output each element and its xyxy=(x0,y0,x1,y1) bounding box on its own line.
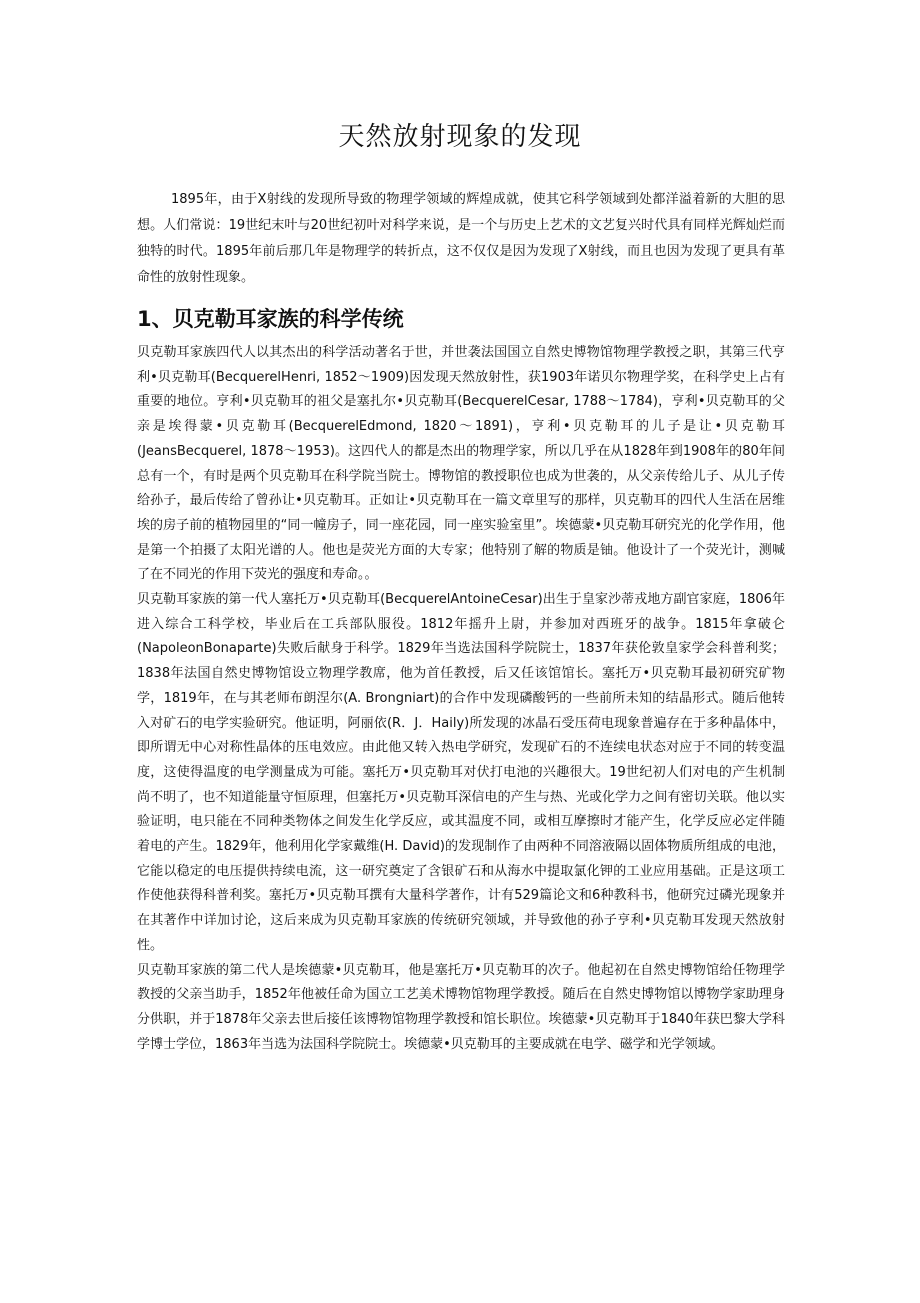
body-paragraph: 贝克勒耳家族的第二代人是埃德蒙•贝克勒耳，他是塞托万•贝克勒耳的次子。他起初在自然史博物馆给任物理学教授的父亲当助手，1852年他被任命为国立工艺美术博物馆物理学教授。随后在自然史博物馆以博物学家助理身分供职，并于1878年父亲去世后接任该博物馆物理学教授和馆长职位。埃德蒙•贝克勒耳于1840年获巴黎大学科学博士学位，1863年当选为法国科学院院士。埃德蒙•贝克勒耳的主要成就在电学、磁学和光学领域。 xyxy=(137,962,785,1052)
page-title: 天然放射现象的发现 xyxy=(338,122,582,152)
section-body xyxy=(137,341,785,1057)
body-paragraph: 贝克勒耳家族的第一代人塞托万•贝克勒耳(BecquerelAntoineCesar)出生于皇家沙蒂戎地方副官家庭，1806年进入综合工科学校，毕业后在工兵部队服役。1812年摇升上尉，并参加对西班牙的战争。1815年拿破仑(NapoleonBonaparte)失败后献身于科学。1829年当选法国科学院院士，1837年获伦敦皇家学会科普利奖；1838年法国自然史博物馆设立物理学教席，他为首任教授，后又任该馆馆长。塞托万•贝克勒耳最初研究矿物学，1819年，在与其老师布朗涅尔(A. Brongniart)的合作中发现磷酸钙的一些前所未知的结晶形式。随后他转入对矿石的电学实验研究。他证明，阿丽依(R．J．Haily)所发现的冰晶石受压荷电现象普遍存在于多种晶体中，即所谓无中心对称性晶体的压电效应。由此他又转入热电学研究，发现矿石的不连续电状态对应于不同的转变温度，这使得温度的电学测量成为可能。塞托万•贝克勒耳对伏打电池的兴趣很大。19世纪初人们对电的产生机制尚不明了，也不知道能量守恒原理，但塞托万•贝克勒耳深信电的产生与热、光或化学力之间有密切关联。他以实验证明，电只能在不同种类物体之间发生化学反应，或其温度不同，或相互摩擦时才能产生，化学反应必定伴随着电的产生。1829年，他利用化学家戴维(H. David)的发现制作了由两种不同溶液隔以固体物质所组成的电池，它能以稳定的电压提供持续电流，这一研究奠定了含银矿石和从海水中提取氯化钾的工业应用基础。正是这项工作使他获得科普利奖。塞托万•贝克勒耳撰有大量科学著作，计有529篇论文和6种教科书，他研究过磷光现象并在其著作中详加讨论，这后来成为贝克勒耳家族的传统研究领域，并导致他的孙子亨利•贝克勒耳发现天然放射性。 xyxy=(137,592,785,953)
body-paragraph: 贝克勒耳家族四代人以其杰出的科学活动著名于世，并世袭法国国立自然史博物馆物理学教授之职，其第三代亨利•贝克勒耳(BecquerelHenri, 1852～1909)因发现天然放射性，获1903年诺贝尔物理学奖，在科学史上占有重要的地位。亨利•贝克勒耳的祖父是塞扎尔•贝克勒耳(BecquerelCesar, 1788～1784)，亨利•贝克勒耳的父亲是埃得蒙•贝克勒耳(BecquerelEdmond, 1820～1891)，亨利•贝克勒耳的儿子是让•贝克勒耳(JeansBecquerel, 1878～1953)。这四代人的都是杰出的物理学家，所以几乎在从1828年到1908年的80年间总有一个，有时是两个贝克勒耳在科学院当院士。博物馆的教授职位也成为世袭的，从父亲传给儿子、从儿子传给孙子，最后传给了曾孙让•贝克勒耳。正如让•贝克勒耳在一篇文章里写的那样，贝克勒耳的四代人生活在居维埃的房子前的植物园里的“同一幢房子，同一座花园，同一座实验室里”。埃德蒙•贝克勒耳研究光的化学作用，他是第一个拍摄了太阳光谱的人。他也是荧光方面的大专家；他特别了解的物质是铀。他设计了一个荧光计，测喊了在不同光的作用下荧光的强度和寿命。。 xyxy=(137,345,785,583)
intro-paragraph: 1895年，由于X射线的发现所导致的物理学领域的辉煌成就，使其它科学领域到处都洋溢着新的大胆的思想。人们常说：19世纪末叶与20世纪初叶对科学来说，是一个与历史上艺术的文艺复兴时代具有同样光辉灿烂而独特的时代。1895年前后那几年是物理学的转折点，这不仅仅是因为发现了X射线，而且也因为发现了更具有革命性的放射性现象。 xyxy=(137,192,785,285)
section-heading: 1、贝克勒耳家族的科学传统 xyxy=(137,307,404,331)
